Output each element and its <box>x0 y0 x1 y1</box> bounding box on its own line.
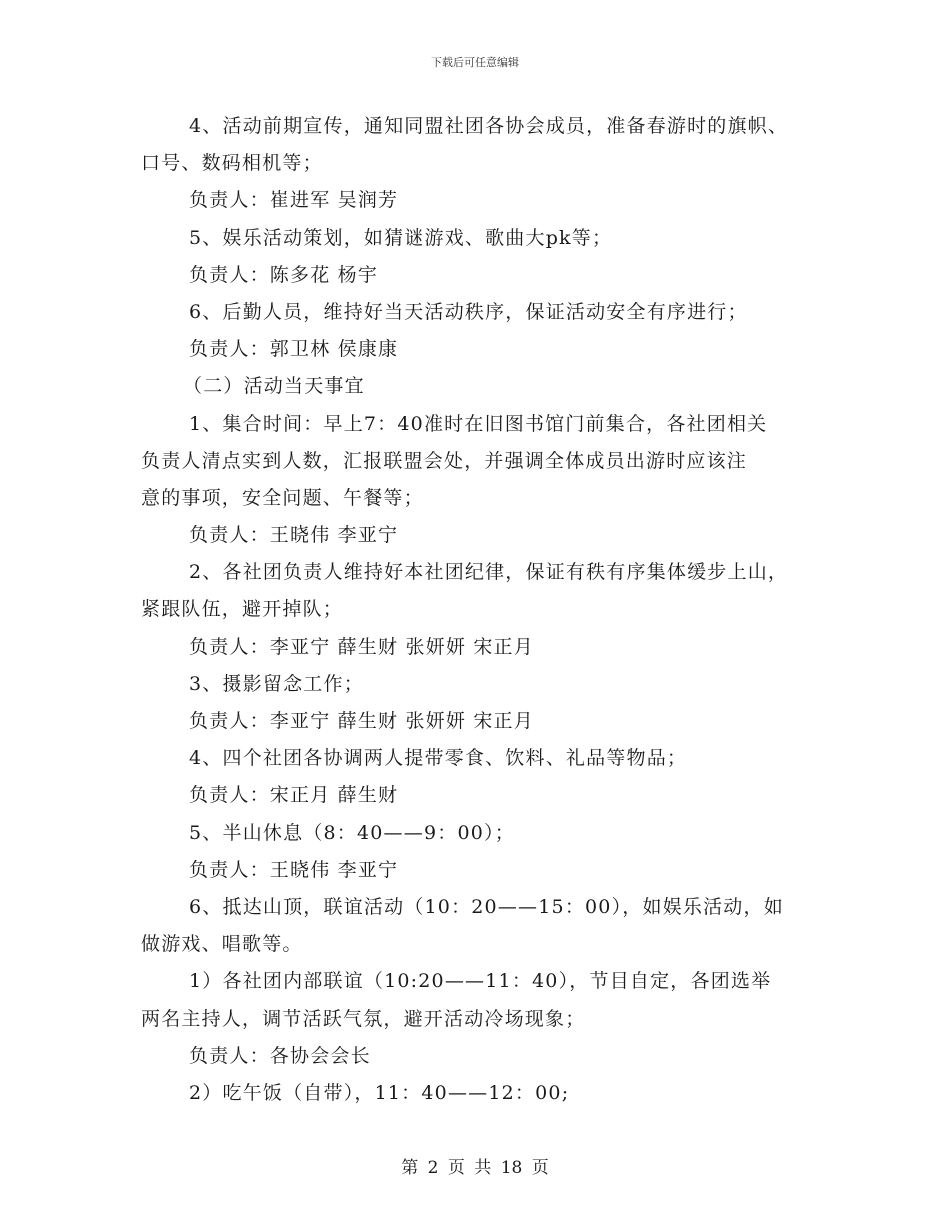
text-line: 5、半山休息（8：40——9：00）； <box>189 821 515 844</box>
document-body <box>141 108 821 1112</box>
text-line: 负责人：王晓伟 李亚宁 <box>189 524 399 547</box>
text-line: 口号、数码相机等； <box>141 152 323 175</box>
text-line: 4、四个社团各协调两人提带零食、饮料、礼品等物品； <box>189 747 688 770</box>
text-line: 做游戏、唱歌等。 <box>141 933 303 956</box>
text-line: 6、后勤人员，维持好当天活动秩序，保证活动安全有序进行； <box>189 300 748 323</box>
text-line: 1）各社团内部联谊（10:20——11：40），节目自定，各团选举 <box>189 970 772 993</box>
text-line: 5、娱乐活动策划，如猜谜游戏、歌曲大pk等； <box>189 226 613 249</box>
text-line: 两名主持人，调节活跃气氛，避开活动冷场现象； <box>141 1007 586 1030</box>
text-line: 1、集合时间：早上7：40准时在旧图书馆门前集合，各社团相关 <box>189 412 768 435</box>
text-line: 负责人：崔进军 吴润芳 <box>189 189 399 212</box>
text-line: 负责人：各协会会长 <box>189 1044 371 1067</box>
text-line: 6、抵达山顶，联谊活动（10：20——15：00），如娱乐活动，如 <box>189 895 784 918</box>
text-line: 紧跟队伍，避开掉队； <box>141 598 344 621</box>
text-line: 负责人：李亚宁 薛生财 张妍妍 宋正月 <box>189 635 534 658</box>
text-line: 负责人清点实到人数，汇报联盟会处，并强调全体成员出游时应该注 <box>141 449 748 472</box>
text-line: 负责人：王晓伟 李亚宁 <box>189 858 399 881</box>
page-footer: 第 2 页 共 18 页 <box>401 1158 549 1178</box>
text-line: 意的事项，安全问题、午餐等； <box>141 486 424 509</box>
text-line: 负责人：陈多花 杨宇 <box>189 263 379 286</box>
text-line: 2、各社团负责人维持好本社团纪律，保证有秩有序集体缓步上山， <box>189 561 789 584</box>
text-line: 负责人：宋正月 薛生财 <box>189 784 399 807</box>
text-line: 3、摄影留念工作； <box>189 672 364 695</box>
text-line: 4、活动前期宣传，通知同盟社团各协会成员，准备春游时的旗帜、 <box>189 115 789 137</box>
header-note: 下载后可任意编辑 <box>431 56 519 69</box>
text-line: （二）活动当天事宜 <box>183 375 365 398</box>
text-line: 负责人：李亚宁 薛生财 张妍妍 宋正月 <box>189 710 534 732</box>
text-line: 负责人：郭卫林 侯康康 <box>189 338 399 361</box>
text-line: 2）吃午饭（自带），11：40——12：00; <box>189 1081 570 1104</box>
